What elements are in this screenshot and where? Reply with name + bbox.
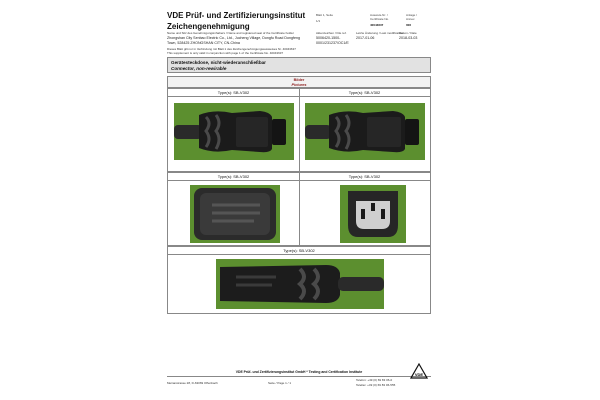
file-ref-line-1: 5006420-1500- — [316, 36, 341, 40]
caption-1: Type(s): SB-V302 — [217, 90, 250, 95]
caption-2: Type(s): SB-V302 — [348, 90, 381, 95]
footer-phone: Telefon: +49 (0) 69 83 06-0 — [356, 378, 393, 382]
footer-page: Seite / Page 1 / 1 — [268, 381, 292, 385]
pictures-heading-row — [167, 76, 431, 88]
caption-5: Type(s): SB-V302 — [283, 248, 315, 253]
col-label-3: Anlage / Annex — [406, 13, 418, 21]
last-mod-date: 2017-01-06 — [356, 36, 375, 40]
footer-address: Merianstrasse 28, D-63069 Offenbach — [167, 381, 218, 385]
subject-de: Gerätesteckdose, nicht-wiederanschließbar — [171, 60, 266, 65]
file-ref-line-2: 0001/231237/OC1/E — [316, 41, 349, 45]
file-ref-caption: Aktenzeichen / File ref. — [316, 31, 347, 35]
validity-note-de: Dieses Blatt gilt nur in Verbindung mit Blatt 1 des Zeichengenehmigungsausweises Nr. 40043637 — [167, 47, 296, 51]
subject-en: Connector, non-rewirable — [171, 66, 227, 71]
issue-date: 2018-03-03 — [399, 36, 418, 40]
subject-box — [167, 57, 431, 73]
col-label-1: Blatt 1, Seite — [316, 13, 334, 17]
validity-note-en: This supplement is only valid in conjunction with page 1 of the Certificate No. 40043637 — [167, 51, 284, 55]
footer-fax: Telefax: +49 (0) 69 83 06-555 — [356, 383, 396, 387]
col-value-3: 006 — [406, 23, 412, 27]
connector-bottom-photo — [216, 259, 384, 309]
caption-3: Type(s): SB-V302 — [217, 174, 250, 179]
connector-face-photo — [340, 185, 406, 243]
certificate-page — [164, 8, 434, 392]
holder-line-1: Zhongshan City Senbao Electric Co., Ltd., Jucheng Village, Dongfu Road Dongfeng — [167, 36, 300, 40]
last-mod-caption: Letzte Änderung / Last modification — [356, 31, 404, 35]
pictures-heading-en: Pictures — [291, 83, 307, 87]
vde-logo-icon — [410, 363, 428, 379]
svg-text:VDE: VDE — [414, 372, 424, 377]
holder-line-2: Town, 528425 ZHONGSHAN CITY, CN-China — [167, 41, 240, 45]
pictures-heading-de: Bilder — [293, 78, 305, 82]
connector-side-photo-2 — [305, 103, 425, 160]
issue-date-caption: Datum / Date — [399, 31, 417, 35]
connector-marking-photo — [190, 185, 280, 243]
institute-title: VDE Prüf- und Zertifizierungsinstitut — [167, 11, 306, 20]
picture-row-2 — [167, 172, 431, 246]
holder-caption: Name und Sitz des Genehmigungsinhabers / Name and registered seat of the Certificate holder — [167, 31, 294, 35]
document-subtitle: Zeichengenehmigung — [167, 22, 250, 31]
col-value-1: 1/1 — [316, 19, 321, 23]
picture-row-1 — [167, 88, 431, 172]
caption-4: Type(s): SB-V302 — [348, 174, 381, 179]
col-value-2: 40043637 — [370, 23, 384, 27]
footer-org: VDE Prüf- und Zertifizierungsinstitut GmbH * Testing and Certification Institute — [235, 370, 363, 374]
picture-row-3 — [167, 246, 431, 314]
connector-side-photo-1 — [174, 103, 294, 160]
col-label-2: Ausweis-Nr. / Certificate No. — [370, 13, 390, 21]
